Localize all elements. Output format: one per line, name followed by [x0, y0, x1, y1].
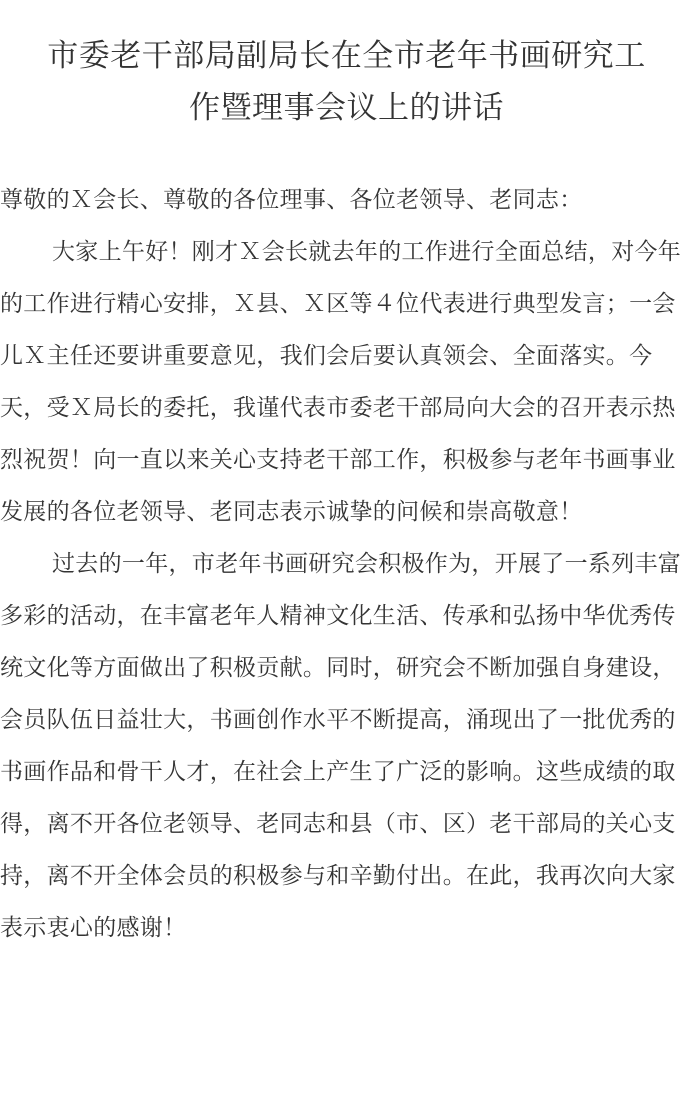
title-line-2: 作暨理事会议上的讲话: [189, 90, 504, 126]
document-title: [0, 0, 693, 134]
document-body: [0, 174, 693, 954]
salutation: 尊敬的Ｘ会长、尊敬的各位理事、各位老领导、老同志：: [0, 187, 583, 213]
paragraph: 大家上午好！刚才Ｘ会长就去年的工作进行全面总结，对今年的工作进行精心安排，Ｘ县、Ｘ区等４位代表进行典型发言；一会儿Ｘ主任还要讲重要意见，我们会后要认真领会、全面落实。今天，受Ｘ局长的委托，我谨代表市委老干部局向大会的召开表示热烈祝贺！向一直以来关心支持老干部工作，积极参与老年书画事业发展的各位老领导、老同志表示诚挚的问候和崇高敬意！: [0, 239, 682, 525]
paragraph: 过去的一年，市老年书画研究会积极作为，开展了一系列丰富多彩的活动，在丰富老年人精神文化生活、传承和弘扬中华优秀传统文化等方面做出了积极贡献。同时，研究会不断加强自身建设，会员队伍日益壮大，书画创作水平不断提高，涌现出了一批优秀的书画作品和骨干人才，在社会上产生了广泛的影响。这些成绩的取得，离不开各位老领导、老同志和县（市、区）老干部局的关心支持，离不开全体会员的积极参与和辛勤付出。在此，我再次向大家表示衷心的感谢！: [0, 551, 682, 941]
title-line-1: 市委老干部局副局长在全市老年书画研究工: [47, 38, 646, 74]
